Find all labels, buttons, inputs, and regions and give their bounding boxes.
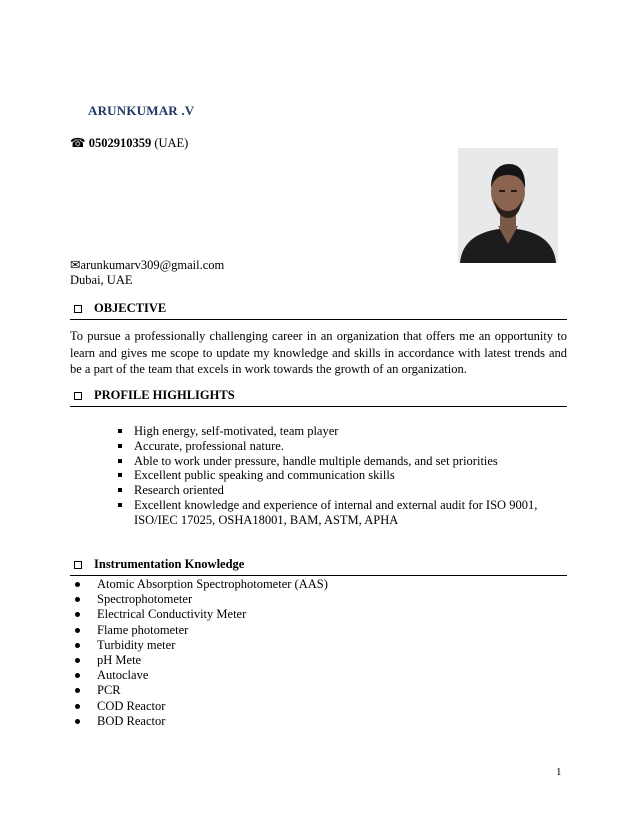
phone-region: (UAE): [154, 136, 189, 150]
profile-title: PROFILE HIGHLIGHTS: [94, 388, 235, 402]
phone-icon: ☎: [70, 136, 86, 150]
list-item: BOD Reactor: [70, 714, 567, 729]
list-item: Electrical Conductivity Meter: [70, 607, 567, 622]
phone-number: 0502910359: [88, 136, 152, 150]
instrumentation-list: [70, 577, 567, 729]
person-photo-icon: [458, 148, 558, 263]
profile-photo: [458, 148, 558, 263]
profile-heading: [70, 388, 567, 407]
objective-title: OBJECTIVE: [94, 301, 167, 315]
location: Dubai, UAE: [70, 273, 133, 287]
profile-list: [118, 424, 538, 528]
list-item: Spectrophotometer: [70, 592, 567, 607]
section-checkbox-icon: [74, 305, 82, 313]
list-item: Research oriented: [118, 483, 538, 498]
phone-line: [70, 135, 188, 151]
list-item: Turbidity meter: [70, 638, 567, 653]
list-item: Excellent knowledge and experience of internal and external audit for ISO 9001, ISO/IEC 17025, OSHA18001, BAM, ASTM, APHA: [118, 498, 538, 528]
list-item: Excellent public speaking and communication skills: [118, 468, 538, 483]
page-number: 1: [556, 766, 562, 778]
list-item: Autoclave: [70, 668, 567, 683]
objective-text: To pursue a professionally challenging career in an organization that offers me an opportunity to learn and gives me scope to update my knowledge and skills in accordance with latest trends and be a part of the team that excels in work towards the growth of an organization.: [70, 329, 567, 376]
list-item: Able to work under pressure, handle multiple demands, and set priorities: [118, 454, 538, 469]
candidate-name: ARUNKUMAR .V: [88, 103, 195, 118]
list-item: High energy, self-motivated, team player: [118, 424, 538, 439]
envelope-icon: ✉: [70, 258, 81, 272]
list-item: PCR: [70, 683, 567, 698]
list-item: Accurate, professional nature.: [118, 439, 538, 454]
email-address[interactable]: arunkumarv309@gmail.com: [80, 258, 225, 272]
objective-heading: [70, 301, 567, 320]
list-item: COD Reactor: [70, 699, 567, 714]
section-checkbox-icon: [74, 561, 82, 569]
email-line: [70, 257, 224, 273]
list-item: pH Mete: [70, 653, 567, 668]
instrumentation-title: Instrumentation Knowledge: [94, 557, 245, 571]
list-item: Flame photometer: [70, 623, 567, 638]
list-item: Atomic Absorption Spectrophotometer (AAS): [70, 577, 567, 592]
section-checkbox-icon: [74, 392, 82, 400]
instrumentation-heading: [70, 557, 567, 576]
